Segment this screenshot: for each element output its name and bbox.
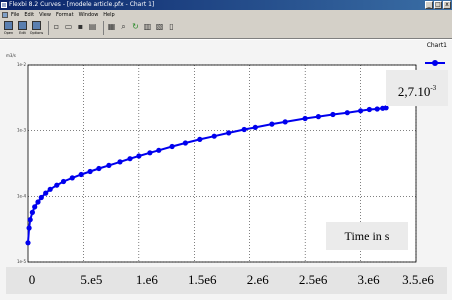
- menu-format[interactable]: Format: [55, 11, 74, 18]
- data-point: [79, 172, 84, 177]
- data-point: [375, 106, 380, 111]
- zoom-icon[interactable]: ⌕: [121, 22, 126, 31]
- y-tick-label: 1e-2: [17, 62, 26, 67]
- data-point: [330, 112, 335, 117]
- preview-icon[interactable]: ▦: [107, 22, 116, 31]
- save-icon[interactable]: ▪: [77, 22, 84, 31]
- minimize-button[interactable]: _: [425, 1, 433, 9]
- edit-button[interactable]: Edit: [17, 21, 28, 37]
- data-point: [156, 148, 161, 153]
- x-tick-label: 3.e6: [357, 272, 380, 287]
- data-point: [70, 175, 75, 180]
- data-point: [27, 225, 32, 230]
- data-point: [96, 166, 101, 171]
- data-point: [242, 127, 247, 132]
- data-point: [61, 179, 66, 184]
- data-point: [35, 199, 40, 204]
- print-icon[interactable]: ▤: [88, 22, 97, 31]
- data-point: [32, 204, 37, 209]
- legend-title: Chart1: [426, 42, 447, 49]
- data-point: [183, 140, 188, 145]
- open-icon[interactable]: ▭: [64, 22, 73, 31]
- y-axis-title: m3/s: [6, 53, 16, 58]
- data-point: [197, 137, 202, 142]
- y-tick-label: 1e-4: [17, 193, 26, 199]
- chart-icon[interactable]: ▥: [143, 22, 152, 31]
- data-point: [28, 217, 33, 222]
- menu-edit[interactable]: Edit: [24, 11, 35, 18]
- data-point: [147, 150, 152, 155]
- options-button[interactable]: Options: [31, 21, 42, 37]
- data-point: [316, 114, 321, 119]
- data-point: [226, 130, 231, 135]
- data-point: [303, 116, 308, 121]
- y-tick-label: 1e-5: [17, 259, 26, 264]
- doc-icon[interactable]: ▯: [169, 22, 174, 31]
- menu-window[interactable]: Window: [78, 11, 99, 18]
- data-point: [269, 122, 274, 127]
- refresh-icon[interactable]: ↻: [132, 22, 139, 31]
- x-tick-label: 1.e6: [135, 272, 158, 287]
- data-point: [39, 195, 44, 200]
- x-tick-label: 1.5e6: [188, 272, 217, 287]
- maximize-button[interactable]: □: [435, 1, 441, 8]
- data-point: [48, 187, 53, 192]
- final-value-base: 2,7.10: [397, 84, 431, 99]
- window-title: Flexbi 8.2 Curves - [modele article.pfx - Chart 1]: [9, 1, 155, 8]
- data-point: [345, 110, 350, 115]
- data-point: [136, 153, 141, 158]
- data-point: [170, 144, 175, 149]
- x-tick-label: 2.e6: [246, 272, 269, 287]
- data-point: [117, 159, 122, 164]
- x-tick-label: 2.5e6: [298, 272, 328, 287]
- x-axis-annotation: Time in s: [326, 222, 408, 250]
- x-tick-label: 5.e5: [80, 272, 103, 287]
- y-tick-label: 1e-3: [17, 127, 26, 133]
- data-point: [253, 125, 258, 130]
- menu-view[interactable]: View: [39, 11, 51, 18]
- data-point: [54, 183, 59, 188]
- data-point: [30, 210, 35, 215]
- new-icon[interactable]: ▫: [53, 22, 60, 31]
- data-point: [367, 107, 372, 112]
- bar-icon[interactable]: ▧: [155, 22, 164, 31]
- final-value-exponent: -3: [430, 84, 437, 92]
- data-point: [88, 169, 93, 174]
- close-button[interactable]: x: [443, 1, 451, 9]
- data-point: [25, 240, 30, 245]
- data-point: [358, 108, 363, 113]
- x-tick-label: 0: [28, 272, 36, 287]
- data-point: [127, 156, 132, 161]
- data-point: [283, 119, 288, 124]
- menu-file[interactable]: File: [11, 11, 20, 18]
- x-tick-label: 3.5.e6: [402, 272, 434, 287]
- final-value-annotation: [386, 70, 448, 106]
- data-point: [212, 134, 217, 139]
- menu-help[interactable]: Help: [103, 11, 115, 18]
- data-point: [43, 191, 48, 196]
- data-point: [106, 163, 111, 168]
- open-button[interactable]: Open: [3, 21, 14, 37]
